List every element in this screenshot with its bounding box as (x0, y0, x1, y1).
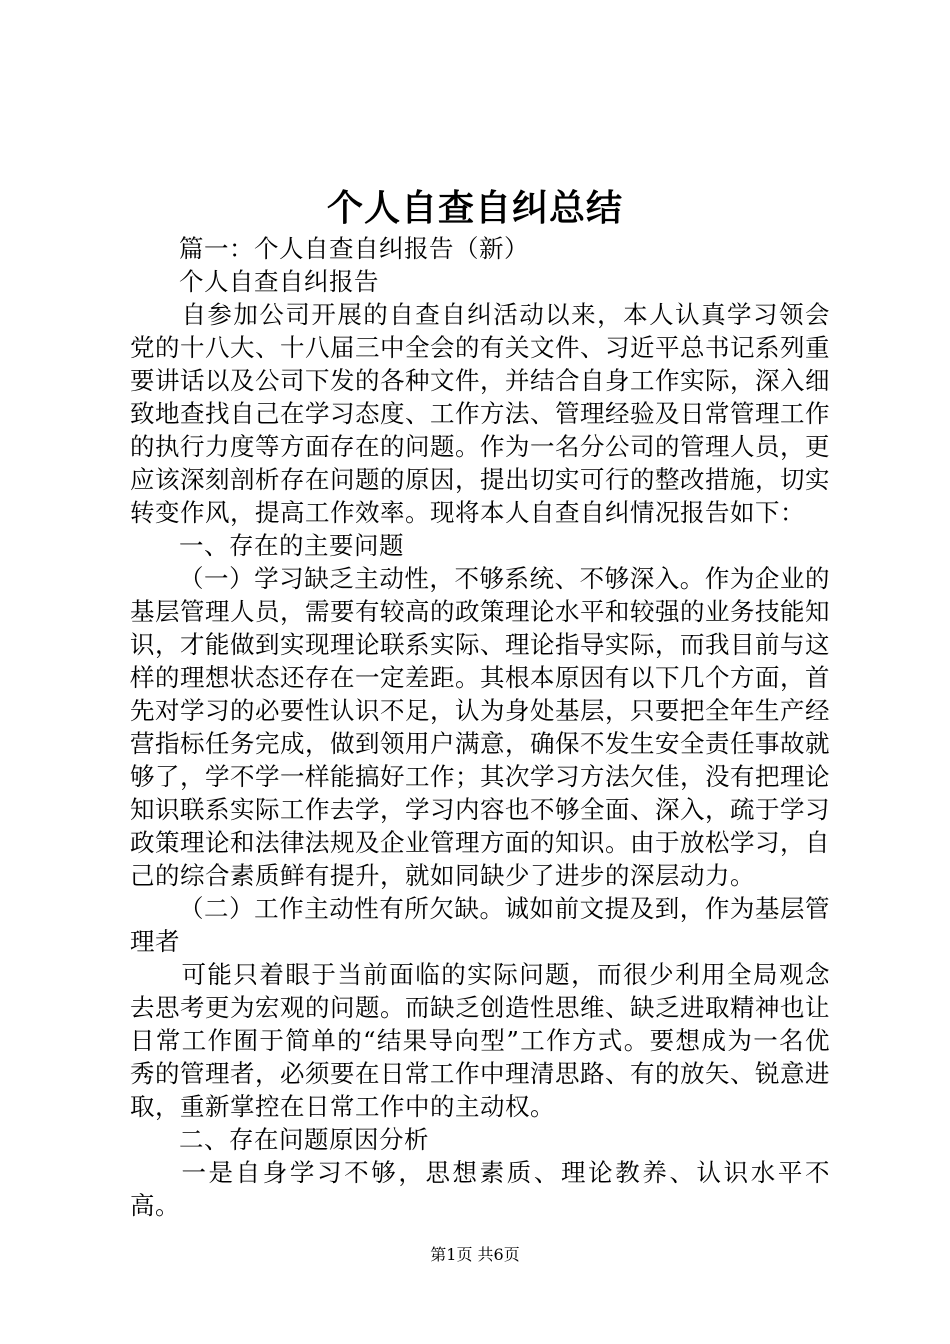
paragraph-intro: 自参加公司开展的自查自纠活动以来，本人认真学习领会党的十八大、十八届三中全会的有关文件、习近平总书记系列重要讲话以及公司下发的各种文件，并结合自身工作实际，深入细致地查找自己在学习态度、工作方法、管理经验及日常管理工作的执行力度等方面存在的问题。作为一名分公司的管理人员，更应该深刻剖析存在问题的原因，提出切实可行的整改措施，切实转变作风，提高工作效率。现将本人自查自纠情况报告如下： (130, 300, 830, 527)
paragraph-heading-problems: 一、存在的主要问题 (179, 531, 404, 560)
document-body (130, 232, 830, 1222)
page-title: 个人自查自纠总结 (326, 187, 623, 229)
paragraph-heading-analysis: 二、存在问题原因分析 (179, 1125, 429, 1154)
paragraph-report-heading: 个人自查自纠报告 (179, 267, 379, 296)
paragraph-problem-one: （一）学习缺乏主动性，不够系统、不够深入。作为企业的基层管理人员，需要有较高的政策理论水平和较强的业务技能知识，才能做到实现理论联系实际、理论指导实际，而我目前与这样的理想状态还存在一定差距。其根本原因有以下几个方面，首先对学习的必要性认识不足，认为身处基层，只要把全年生产经营指标任务完成，做到领用户满意，确保不发生安全责任事故就够了，学不学一样能搞好工作；其次学习方法欠佳，没有把理论知识联系实际工作去学，学习内容也不够全面、深入，疏于学习政策理论和法律法规及企业管理方面的知识。由于放松学习，自己的综合素质鲜有提升，就如同缺少了进步的深层动力。 (130, 564, 830, 890)
paragraph-problem-two-continued: 可能只着眼于当前面临的实际问题，而很少利用全局观念去思考更为宏观的问题。而缺乏创造性思维、缺乏进取精神也让日常工作囿于简单的“结果导向型”工作方式。要想成为一名优秀的管理者，必须要在日常工作中理清思路、有的放矢、锐意进取，重新掌控在日常工作中的主动权。 (130, 960, 830, 1121)
paragraph-analysis-one: 一是自身学习不够，思想素质、理论教养、认识水平不高。 (130, 1158, 830, 1220)
page-number: 第1页 共6页 (430, 1245, 520, 1264)
paragraph-section-heading: 篇一：个人自查自纠报告（新） (179, 234, 529, 263)
paragraph-problem-two: （二）工作主动性有所欠缺。诚如前文提及到，作为基层管理者 (130, 894, 830, 956)
